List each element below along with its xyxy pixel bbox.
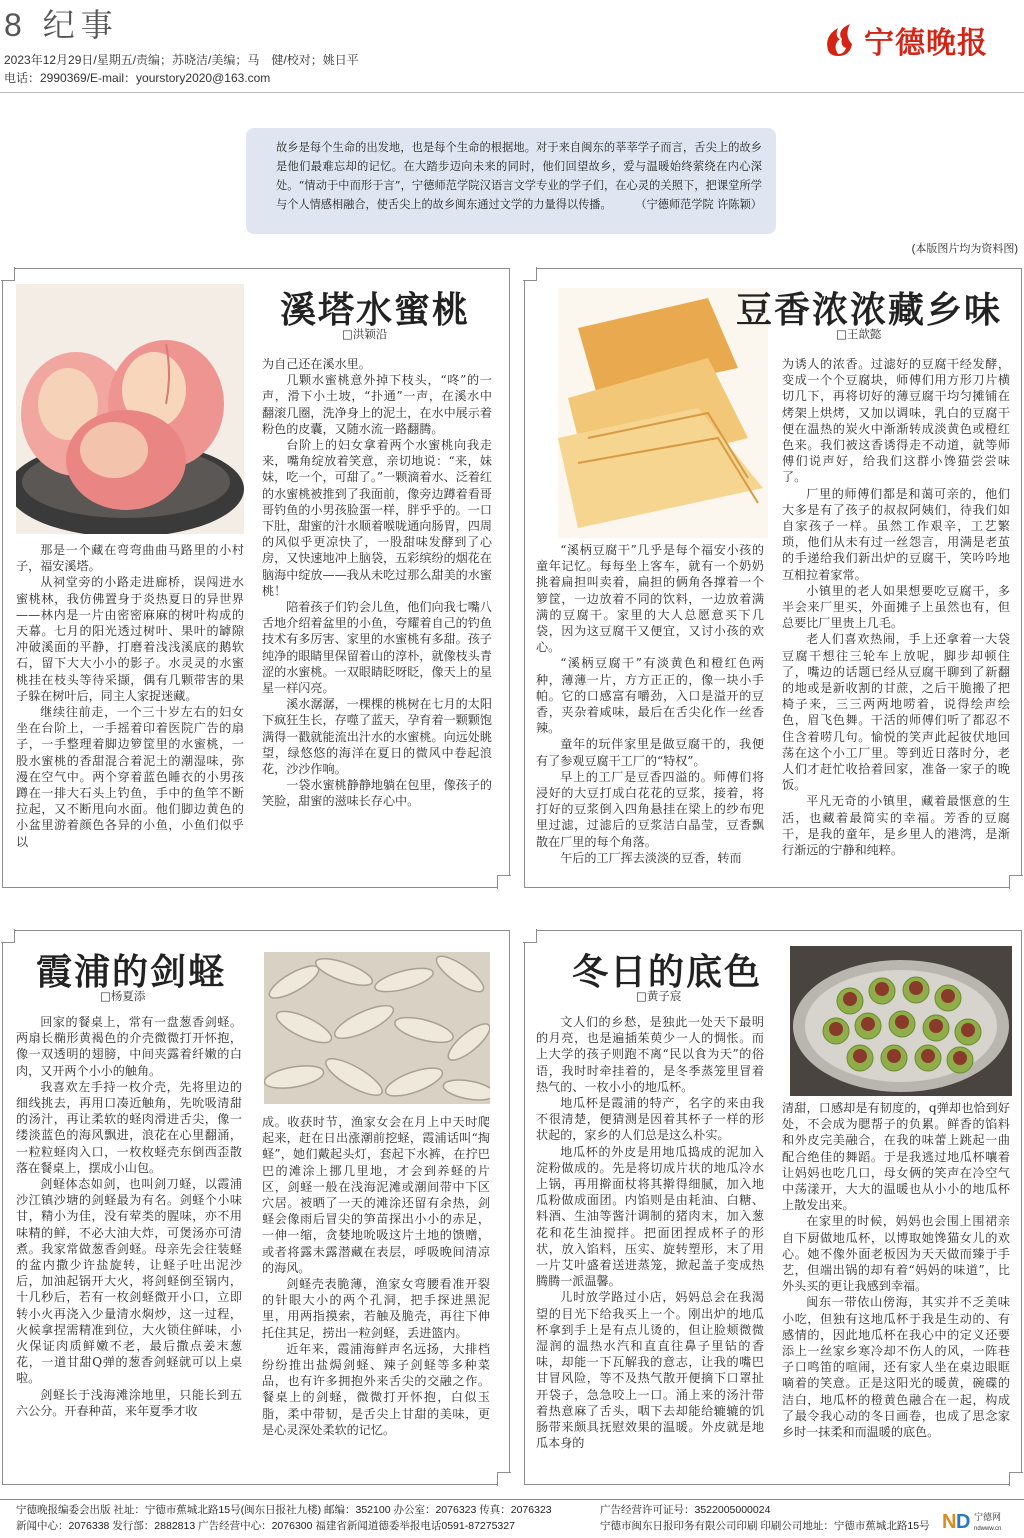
article-column: [262, 356, 492, 882]
paragraph: 地瓜杯的外皮是用地瓜捣成的泥加入淀粉做成的。先是将切成片状的地瓜冷水上锅，再用擀面杖将其擀得细腻，加入地瓜粉做成面团。内馅则是由耗油、白糖、料酒、生油等酱汁调制的猪肉末，加入葱花和花生油搅拌。把面团捏成杯子的形状，放入馅料，压实、旋转塑形，末了用一片艾叶盛着送进蒸笼，掀起盖子变成热腾腾一派温馨。: [536, 1144, 764, 1289]
page-header: [4, 0, 119, 46]
article-column: [782, 356, 1010, 882]
sweet-potato-cup-photo: [790, 946, 1012, 1096]
peach-photo: [16, 284, 244, 534]
paragraph: 小镇里的老人如果想要吃豆腐干，多半会来厂里买，外面摊子上虽然也有，但总要比厂里贵上几毛。: [782, 583, 1010, 631]
razor-clam-photo: [264, 952, 490, 1104]
section-name: 纪事: [42, 7, 119, 43]
box-corner: [497, 1472, 511, 1486]
box-corner: [1009, 875, 1023, 889]
paragraph: 童年的玩伴家里是做豆腐干的，我便有了参观豆腐干工厂的“特权”。: [536, 737, 764, 768]
footer-right: [600, 1502, 930, 1534]
paragraph: 早上的工厂是豆香四溢的。师傅们将浸好的大豆打成白花花的豆浆，接着，将打好的豆浆倒入四角悬挂在梁上的纱布兜里过滤，过滤后的豆浆洁白晶莹，豆香飘散在厂里的每个角落。: [536, 769, 764, 849]
paragraph: “溪柄豆腐干”有淡黄色和橙红色两种，薄薄一片，方方正正的，像一块小手帕。它的口感富有嚼劲，入口是溢开的豆香，夹杂着咸味，最后在舌尖化作一丝香辣。: [536, 656, 764, 736]
flame-logo-icon: [820, 20, 862, 60]
footer-publisher: 宁德晚报编委会出版 社址：宁德市蕉城北路15号(闽东日报社九楼) 邮编：352100 办公室：2076323 传真：2076323: [16, 1504, 552, 1516]
paragraph: “溪柄豆腐干”几乎是每个福安小孩的童年记忆。每每坐上客车，就有一个奶奶挑着扁担叫卖着，扁担的俩角各撑着一个箩筐，一边放着不同的饮料，一边放着满满的豆腐干。家里的大人总愿意买下几袋，因为这豆腐干又便宜，又讨小孩的欢心。: [536, 543, 764, 655]
editor-intro: [246, 128, 776, 234]
ndwww-logo-icon: [942, 1508, 1006, 1534]
article-byline: □洪颖沿: [342, 327, 388, 341]
paragraph: 在家里的时候，妈妈也会围上围裙亲自下厨做地瓜杯，以博取她馋猫女儿的欢心。她不像外面老板因为天天做而臻于手艺，但端出锅的却有着“妈妈的味道”，比外头买的更让我感到幸福。: [782, 1214, 1010, 1294]
article-byline: □杨夏添: [100, 989, 146, 1003]
peach-image: [16, 284, 244, 534]
intro-text: 故乡是每个生命的出发地，也是每个生命的根据地。对于来自闽东的莘莘学子而言，舌尖上的故乡是他们最难忘却的记忆。在大踏步迈向未来的同时，他们回望故乡，爱与温暖始终萦绕在内心深处。“情动于中而形于言”，宁德师范学院汉语言文学专业的学子们，在心灵的关照下，把课堂所学与个人情感相融合，使舌尖上的故乡闽东通过文学的力量得以传播。: [276, 141, 762, 211]
box-corner: [497, 875, 511, 889]
article-title: 霞浦的剑蛏: [36, 952, 227, 993]
article-column: [16, 1014, 242, 1480]
paragraph: 文人们的乡愁，是独此一处天下最明的月亮，也是遍插茱萸少一人的惆怅。而上大学的孩子则跑不离“民以食为天”的俗语，我时时牵挂着的，是冬季蒸笼里冒着热气的、一枚小小的地瓜杯。: [536, 1015, 764, 1094]
article-column: [536, 1014, 764, 1480]
page-number: 8: [4, 7, 28, 43]
paragraph: 地瓜杯是霞浦的特产，名字的来由我不很清楚，便猜测是因着其杯子一样的形状起的，家乡的人们总是这么朴实。: [536, 1096, 764, 1143]
paragraph: 我喜欢左手持一枚介壳，先将里边的细线挑去，再用口凑近触角，先吮吸清甜的汤汁，再让柔软的蛏肉滑进舌尖，像一缕淡蓝色的海风飘进，浪花在心里翻涌，一粒粒蛏肉入口，一枚枚蛏壳东倒西歪散落在餐桌上，摆成小山包。: [16, 1079, 242, 1175]
article-title: 溪塔水蜜桃: [280, 290, 471, 331]
paragraph: 回家的餐桌上，常有一盘葱香剑蛏。两扇长椭形黄褐色的介壳微微打开怀抱，像一双透明的翅膀，中间夹露着纤嫩的白肉，又开两个小小的触角。: [16, 1015, 242, 1078]
footer-contacts: 新闻中心：2076338 发行部：2882813 广告经营中心：2076300 福建省新闻道德委举报电话0591-87275327: [16, 1520, 515, 1532]
article-column: [536, 542, 764, 882]
article-title: 豆香浓浓藏乡味: [736, 290, 1003, 331]
image-credit: (本版图片均为资料图): [911, 243, 1018, 255]
razor-clam-image: [264, 952, 490, 1104]
meta-contact: 电话：2990369/E-mail：yourstory2020@163.com: [4, 71, 271, 85]
box-corner: [1009, 1472, 1023, 1486]
steamer-image: [790, 946, 1012, 1096]
article-column: [782, 1100, 1010, 1480]
paragraph: 近年来，霞浦海鲜声名远扬，大排档纷纷推出盐焗剑蛏、辣子剑蛏等多种菜品，也有许多拥抱外来舌尖的交融之作。餐桌上的剑蛏，微微打开怀抱，白似玉脂，柔中带韧，是舌尖上甘甜的美味，更是心灵深处柔软的记忆。: [262, 1341, 490, 1437]
box-corner: [1, 267, 15, 281]
paragraph: 从祠堂旁的小路走进廊桥，误闯进水蜜桃林，我仿佛置身于炎热夏日的异世界——林内是一片由密密麻麻的树叶构成的天幕。七月的阳光透过树叶、果叶的罅隙冲破溪面的平静，打磨着浅浅溪底的鹅软石，留下大大小小的影子。水灵灵的水蜜桃挂在枝头等待采撷，偶有几颗带害的果子躲在树叶后，同主人家捉迷藏。: [16, 575, 244, 703]
paragraph: 成。收获时节，渔家女会在月上中天时爬起来，赶在日出涨潮前挖蛏，霞浦话叫“掏蛏”，她们戴起头灯，套起下水裤，在拧巴巴的滩涂上挪几里地，才会到养蛏的片区，剑蛏一般在浅海泥滩或潮间带中下区穴居。被晒了一天的滩涂还留有余热，剑蛏会像雨后冒尖的笋苗探出小小的赤足，一伸一缩，贪婪地吮吸这片土地的馈赠，或者将露未露潜藏在表层，呼吸晚间清凉的海风。: [262, 1115, 490, 1275]
paragraph: 剑蛏壳表脆薄，渔家女弯腰看准开裂的针眼大小的两个孔洞，把手探进黑泥里，用两指摸索，若触及脆壳，再往下伸托住其足，捞出一粒剑蛏，丢进篮内。: [262, 1277, 490, 1340]
box-corner: [523, 929, 537, 943]
paragraph: 老人们喜欢热闹，手上还拿着一大袋豆腐干想往三轮车上放呢，脚步却顿住了，嘴边的话题已经从豆腐干聊到了新翻的地或是新收割的甘蔗，之后干脆搬了把椅子来，三三两两地唠着，说得绘声绘色，眉飞色舞。干活的师傅们听了都忍不住含着唠几句。愉悦的笑声此起彼伏地回荡在这个小工厂里。等到近日落时分，老人们才赶忙收拾着回家，准备一家子的晚饭。: [782, 632, 1010, 793]
logo-text: 宁德晚报: [864, 26, 988, 61]
paragraph: 午后的工厂挥去淡淡的豆香，转而: [560, 850, 742, 865]
article-byline: □黄子宸: [636, 989, 682, 1003]
header-divider: [0, 92, 1024, 93]
paragraph: 剑蛏长于浅海滩涂地里，只能长到五六公分。开春种苗，来年夏季才收: [16, 1387, 242, 1418]
nd-logo-text: 宁德网: [974, 1512, 1002, 1522]
page-meta: [4, 51, 359, 87]
article-byline: □王歆懿: [836, 327, 882, 341]
paragraph: 平凡无奇的小镇里，藏着最惬意的生活，也藏着最简实的幸福。芳香的豆腐干，是我的童年，是乡里人的港湾，是渐行渐远的宁静和纯粹。: [782, 794, 1010, 858]
article-column: [16, 542, 244, 882]
footer-left: [16, 1502, 552, 1534]
paragraph: 清甜，口感却是有韧度的，q弹却也恰到好处，不会成为腮帮子的负累。鲜香的馅料和外皮完美融合，在我的味蕾上跳起一曲配合绝佳的舞蹈。于是我逃过地瓜杯嚷着让妈妈也吃几口，母女俩的笑声在冷空气中荡漾开，大大的温暖也从小小的地瓜杯上散发出来。: [782, 1101, 1010, 1213]
paragraph: 为诱人的浓香。过滤好的豆腐干经发酵，变成一个个豆腐块，师傅们用方形刀片横切几下，再将切好的薄豆腐干均匀摊铺在烤架上烘烤，又加以调味，乳白的豆腐干便在温热的炭火中渐渐转成淡黄色或橙红色来。我们被这香诱得走不动道，就等师傅们说声好，给我们这群小馋猫尝尝味了。: [782, 357, 1010, 485]
nd-logo-sub: ndwww.cn: [974, 1526, 1002, 1532]
paragraph: 溪水潺潺，一棵棵的桃树在七月的太阳下疯狂生长，存噬了蓝天，孕育着一颗颗饱满得一戳就能流出汁水的水蜜桃。向远处眺望，绿悠悠的海洋在夏日的微风中卷起浪花，沙沙作响。: [262, 697, 492, 777]
article-column: [262, 1114, 490, 1480]
paragraph: 陪着孩子们钓会儿鱼，他们向我七嘴八舌地介绍着盆里的小鱼，夸耀着自己的钓鱼技术有多厉害、家里的水蜜桃有多甜。孩子纯净的眼睛里保留着山的淳朴，就像枝头青涩的水蜜桃。一双眼睛眨呀眨，像天上的星星一样闪亮。: [262, 600, 492, 696]
paragraph: 几颗水蜜桃意外掉下枝头，“咚”的一声，滑下小土坡，“扑通”一声，在溪水中翻滚几圈，洗净身上的泥土，在水中展示着粉色的皮囊，又随水流一路翻腾。: [262, 373, 492, 436]
box-corner: [523, 267, 537, 281]
paragraph: 剑蛏体态如剑，也叫剑刀蛏，以霞浦沙江镇沙塘的剑蛏最为有名。剑蛏个小味甘，精小为佳，没有荤类的腥味，亦不用味精的鲜，不必大油大炸，可煲汤亦可清煮。我家常做葱香剑蛏。母亲先会往装蛏的盆内撒少许盐旋转，让蛏子吐出泥沙后，加油起锅开大火，将剑蛏倒至锅内，十几秒后，若有一枚剑蛏微开小口，立即转小火再浇入少量清水焖炒，这一过程，火候拿捏需精准到位，大火锁住鲜味，小火保证肉质鲜嫩不老，最后撒点姜末葱花，一道甘甜Q弹的葱香剑蛏就可以上桌啦。: [16, 1177, 242, 1386]
footer-divider: [0, 1499, 1024, 1500]
paragraph: 厂里的师傅们都是和蔼可亲的，他们大多是有了孩子的叔叔阿姨们，待我们如自家孩子一样。虽然工作艰辛，工艺繁琐，他们从未有过一丝怨言，用满是老茧的手递给我们新出炉的豆腐干，笑吟吟地互相拉着家常。: [782, 486, 1010, 582]
newspaper-logo: [820, 18, 988, 62]
footer-printer: 宁德市闽东日报印务有限公司印刷 印刷公司地址：宁德市蕉城北路15号: [600, 1520, 930, 1532]
svg-text:D: D: [956, 1511, 971, 1533]
svg-text:N: N: [942, 1511, 957, 1533]
paragraph: 继续往前走，一个三十岁左右的妇女坐在台阶上，一手摇着印着医院广告的扇子，一手整理着脚边箩筐里的水蜜桃，一股水蜜桃的香甜混合着泥土的潮湿味，弥漫在空气中。两个穿着蓝色睡衣的小男孩蹲在一排大石头上钓鱼，手中的鱼竿不断拉起，又不断甩向水面。他们脚边黄色的小盆里游着颜色各异的小鱼，小鱼们似乎以: [16, 705, 244, 849]
footer-license: 广告经营许可证号：3522005000024: [600, 1504, 771, 1516]
paragraph: 儿时放学路过小店，妈妈总会在我渴望的目光下给我买上一个。刚出炉的地瓜杯拿到手上是有点儿烫的，但让脸颊微微湿润的温热水汽和直直往鼻子里钻的香味，却能一下瓦解我的意志，让我的嘴巴甘冒风险，等不及热气散开便摘下口罩扯开袋子，急急咬上一口。涌上来的汤汁带着热意麻了舌头，咽下去却能给辘辘的饥肠带来颇具抚慰效果的温暖。外皮就是地瓜本身的: [536, 1290, 764, 1451]
article-title: 冬日的底色: [572, 952, 763, 993]
paragraph: 一袋水蜜桃静静地躺在包里，像孩子的笑脸，甜蜜的滋味长存心中。: [262, 778, 492, 809]
paragraph: 闽东一带依山傍海，其实并不乏美味小吃，但独有这地瓜杯于我是生动的、有感情的，因此地瓜杯在我心中的定义还要添上一丝家乡寒冷却不伤人的风，一阵巷子口鸣笛的喧闹，还有家人坐在桌边眼眶嘀着的笑意。正是这阳光的暖黄，碗碟的洁白，地瓜杯的橙黄色融合在一起，构成了最令我心动的冬日画卷，也成了思念家乡时一抹柔和而温暖的底色。: [782, 1295, 1010, 1440]
intro-signature: （宁德师范学院 许陈颖）: [635, 198, 762, 211]
box-corner: [1, 929, 15, 943]
paragraph: 为自己还在溪水里。: [262, 357, 371, 371]
meta-editors: 2023年12月29日/星期五/责编；苏晓洁/美编；马 健/校对；姚日平: [4, 53, 359, 67]
paragraph: 台阶上的妇女拿着两个水蜜桃向我走来，嘴角绽放着笑意，亲切地说：“来，妹妹，吃一个，可甜了。”一颗滴着水、泛着红的水蜜桃被推到了我面前，像旁边蹲着看哥哥钓鱼的小男孩脸蛋一样，胖乎乎的。一口下肚，甜蜜的汁水顺着喉咙通向肠胃，四周的风似乎更凉快了，一股甜味发酵到了心房，又快速地冲上脑袋，五彩缤纷的烟花在脑海中绽放——我从未吃过那么甜美的水蜜桃！: [262, 438, 492, 598]
paragraph: 那是一个藏在弯弯曲曲马路里的小村子，福安溪塔。: [16, 543, 244, 574]
